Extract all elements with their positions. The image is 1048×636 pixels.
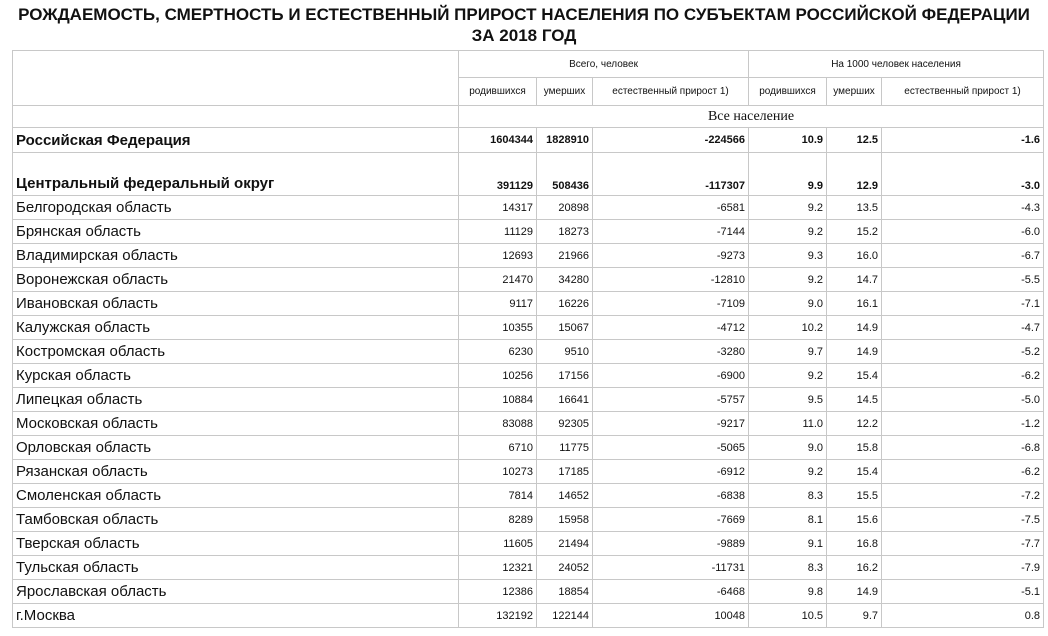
table-row (13, 292, 1044, 316)
cell-deaths: 508436 (537, 153, 593, 196)
table-row (13, 604, 1044, 628)
cell-births-rate: 8.3 (749, 484, 827, 508)
cell-births: 21470 (459, 268, 537, 292)
cell-births: 12693 (459, 244, 537, 268)
cell-natural-rate: -7.5 (882, 508, 1044, 532)
cell-natural-rate: -6.2 (882, 460, 1044, 484)
cell-deaths-rate: 12.2 (827, 412, 882, 436)
cell-deaths-rate: 16.8 (827, 532, 882, 556)
cell-natural-rate: -6.0 (882, 220, 1044, 244)
cell-natural-rate: -7.1 (882, 292, 1044, 316)
cell-births: 11605 (459, 532, 537, 556)
header-group-per1000: На 1000 человек населения (749, 51, 1044, 78)
table-row (13, 412, 1044, 436)
cell-natural-rate: -5.2 (882, 340, 1044, 364)
header-deaths-rate: умерших (827, 78, 882, 106)
cell-natural-rate: -5.0 (882, 388, 1044, 412)
table-row (13, 316, 1044, 340)
cell-deaths: 9510 (537, 340, 593, 364)
cell-births: 83088 (459, 412, 537, 436)
cell-births-rate: 9.5 (749, 388, 827, 412)
cell-natural: -7669 (593, 508, 749, 532)
cell-births-rate: 10.5 (749, 604, 827, 628)
cell-births: 6230 (459, 340, 537, 364)
header-natural-rate: естественный прирост 1) (882, 78, 1044, 106)
cell-deaths-rate: 16.1 (827, 292, 882, 316)
row-name: Смоленская область (13, 484, 459, 508)
cell-deaths: 16226 (537, 292, 593, 316)
cell-deaths: 11775 (537, 436, 593, 460)
title-line-2: ЗА 2018 ГОД (471, 26, 577, 45)
cell-natural-rate: -7.7 (882, 532, 1044, 556)
cell-deaths-rate: 15.5 (827, 484, 882, 508)
cell-natural: -12810 (593, 268, 749, 292)
cell-deaths: 34280 (537, 268, 593, 292)
row-name: Костромская область (13, 340, 459, 364)
cell-births: 6710 (459, 436, 537, 460)
cell-natural-rate: -6.2 (882, 364, 1044, 388)
cell-natural: -6468 (593, 580, 749, 604)
cell-natural: -9217 (593, 412, 749, 436)
cell-natural-rate: -7.2 (882, 484, 1044, 508)
table-row (13, 436, 1044, 460)
cell-natural-rate: -6.8 (882, 436, 1044, 460)
row-name: Ярославская область (13, 580, 459, 604)
cell-births-rate: 9.1 (749, 532, 827, 556)
cell-deaths: 14652 (537, 484, 593, 508)
table-row (13, 460, 1044, 484)
cell-births: 11129 (459, 220, 537, 244)
cell-deaths: 15958 (537, 508, 593, 532)
header-natural: естественный прирост 1) (593, 78, 749, 106)
row-name: Центральный федеральный округ (13, 153, 459, 196)
row-name: Тамбовская область (13, 508, 459, 532)
header-deaths: умерших (537, 78, 593, 106)
table-row (13, 484, 1044, 508)
table-row (13, 388, 1044, 412)
cell-births: 9117 (459, 292, 537, 316)
table-row (13, 580, 1044, 604)
table-row (13, 128, 1044, 153)
cell-births-rate: 9.0 (749, 436, 827, 460)
cell-births-rate: 11.0 (749, 412, 827, 436)
cell-births: 391129 (459, 153, 537, 196)
row-name: Владимирская область (13, 244, 459, 268)
cell-births: 14317 (459, 196, 537, 220)
cell-natural: -224566 (593, 128, 749, 153)
cell-births-rate: 9.7 (749, 340, 827, 364)
cell-deaths-rate: 15.8 (827, 436, 882, 460)
table-row (13, 220, 1044, 244)
table-row (13, 364, 1044, 388)
cell-deaths-rate: 15.6 (827, 508, 882, 532)
title-line-1: РОЖДАЕМОСТЬ, СМЕРТНОСТЬ И ЕСТЕСТВЕННЫЙ ПРИРОСТ НАСЕЛЕНИЯ ПО СУБЪЕКТАМ РОССИЙСКОЙ ФЕДЕРАЦИИ (18, 5, 1030, 24)
cell-deaths: 17185 (537, 460, 593, 484)
cell-natural-rate: 0.8 (882, 604, 1044, 628)
table-row (13, 244, 1044, 268)
cell-natural-rate: -4.7 (882, 316, 1044, 340)
cell-births-rate: 9.2 (749, 196, 827, 220)
cell-births: 10884 (459, 388, 537, 412)
header-births-rate: родившихся (749, 78, 827, 106)
cell-natural: -6581 (593, 196, 749, 220)
cell-births-rate: 9.2 (749, 268, 827, 292)
cell-births: 12386 (459, 580, 537, 604)
table-row (13, 508, 1044, 532)
row-name: Тульская область (13, 556, 459, 580)
cell-natural-rate: -5.5 (882, 268, 1044, 292)
row-name: Московская область (13, 412, 459, 436)
cell-deaths-rate: 15.4 (827, 364, 882, 388)
cell-deaths-rate: 16.2 (827, 556, 882, 580)
header-empty-cell (13, 51, 459, 106)
cell-births: 8289 (459, 508, 537, 532)
cell-births-rate: 9.9 (749, 153, 827, 196)
cell-deaths-rate: 9.7 (827, 604, 882, 628)
cell-deaths: 18854 (537, 580, 593, 604)
cell-deaths: 16641 (537, 388, 593, 412)
row-name: Брянская область (13, 220, 459, 244)
row-name: Ивановская область (13, 292, 459, 316)
cell-births-rate: 9.3 (749, 244, 827, 268)
cell-deaths-rate: 14.5 (827, 388, 882, 412)
cell-natural: -6900 (593, 364, 749, 388)
row-name: Калужская область (13, 316, 459, 340)
section-empty-cell (13, 106, 459, 128)
table-row (13, 340, 1044, 364)
header-row-groups (13, 51, 1044, 78)
cell-births: 132192 (459, 604, 537, 628)
cell-natural-rate: -5.1 (882, 580, 1044, 604)
table-row (13, 532, 1044, 556)
cell-deaths: 92305 (537, 412, 593, 436)
cell-natural-rate: -1.6 (882, 128, 1044, 153)
row-name: Рязанская область (13, 460, 459, 484)
cell-deaths: 21494 (537, 532, 593, 556)
cell-natural-rate: -4.3 (882, 196, 1044, 220)
cell-deaths: 24052 (537, 556, 593, 580)
cell-natural: -6912 (593, 460, 749, 484)
cell-natural: -5757 (593, 388, 749, 412)
table-row (13, 153, 1044, 196)
cell-deaths: 15067 (537, 316, 593, 340)
cell-births-rate: 8.3 (749, 556, 827, 580)
cell-deaths-rate: 12.5 (827, 128, 882, 153)
cell-natural: -6838 (593, 484, 749, 508)
cell-natural-rate: -3.0 (882, 153, 1044, 196)
header-group-total: Всего, человек (459, 51, 749, 78)
cell-deaths: 1828910 (537, 128, 593, 153)
cell-births-rate: 9.8 (749, 580, 827, 604)
cell-natural: -5065 (593, 436, 749, 460)
row-name: г.Москва (13, 604, 459, 628)
cell-natural: -11731 (593, 556, 749, 580)
cell-natural: -4712 (593, 316, 749, 340)
cell-deaths-rate: 15.4 (827, 460, 882, 484)
cell-natural: -9273 (593, 244, 749, 268)
cell-deaths-rate: 16.0 (827, 244, 882, 268)
cell-natural: -3280 (593, 340, 749, 364)
header-births: родившихся (459, 78, 537, 106)
cell-births-rate: 9.2 (749, 364, 827, 388)
cell-natural: -9889 (593, 532, 749, 556)
cell-births-rate: 10.2 (749, 316, 827, 340)
cell-deaths: 17156 (537, 364, 593, 388)
cell-natural-rate: -6.7 (882, 244, 1044, 268)
cell-births: 10273 (459, 460, 537, 484)
cell-natural: -7109 (593, 292, 749, 316)
demography-table (12, 50, 1044, 628)
table-row (13, 268, 1044, 292)
cell-deaths: 21966 (537, 244, 593, 268)
row-name: Орловская область (13, 436, 459, 460)
cell-natural: -7144 (593, 220, 749, 244)
cell-births: 10256 (459, 364, 537, 388)
row-name: Российская Федерация (13, 128, 459, 153)
row-name: Тверская область (13, 532, 459, 556)
row-name: Белгородская область (13, 196, 459, 220)
cell-deaths: 20898 (537, 196, 593, 220)
cell-natural-rate: -1.2 (882, 412, 1044, 436)
cell-births-rate: 9.2 (749, 220, 827, 244)
table-row (13, 556, 1044, 580)
cell-deaths-rate: 13.5 (827, 196, 882, 220)
cell-births: 7814 (459, 484, 537, 508)
cell-natural-rate: -7.9 (882, 556, 1044, 580)
cell-natural: 10048 (593, 604, 749, 628)
cell-deaths: 18273 (537, 220, 593, 244)
document-title (0, 4, 1048, 46)
cell-births: 10355 (459, 316, 537, 340)
cell-deaths-rate: 14.9 (827, 316, 882, 340)
cell-deaths-rate: 15.2 (827, 220, 882, 244)
table-row (13, 196, 1044, 220)
cell-births-rate: 9.0 (749, 292, 827, 316)
section-row (13, 106, 1044, 128)
cell-natural: -117307 (593, 153, 749, 196)
cell-deaths-rate: 12.9 (827, 153, 882, 196)
cell-deaths-rate: 14.9 (827, 580, 882, 604)
cell-births: 12321 (459, 556, 537, 580)
row-name: Курская область (13, 364, 459, 388)
cell-births: 1604344 (459, 128, 537, 153)
cell-births-rate: 9.2 (749, 460, 827, 484)
cell-births-rate: 10.9 (749, 128, 827, 153)
row-name: Липецкая область (13, 388, 459, 412)
cell-deaths: 122144 (537, 604, 593, 628)
cell-deaths-rate: 14.9 (827, 340, 882, 364)
row-name: Воронежская область (13, 268, 459, 292)
cell-births-rate: 8.1 (749, 508, 827, 532)
cell-deaths-rate: 14.7 (827, 268, 882, 292)
section-label: Все население (459, 106, 1044, 128)
